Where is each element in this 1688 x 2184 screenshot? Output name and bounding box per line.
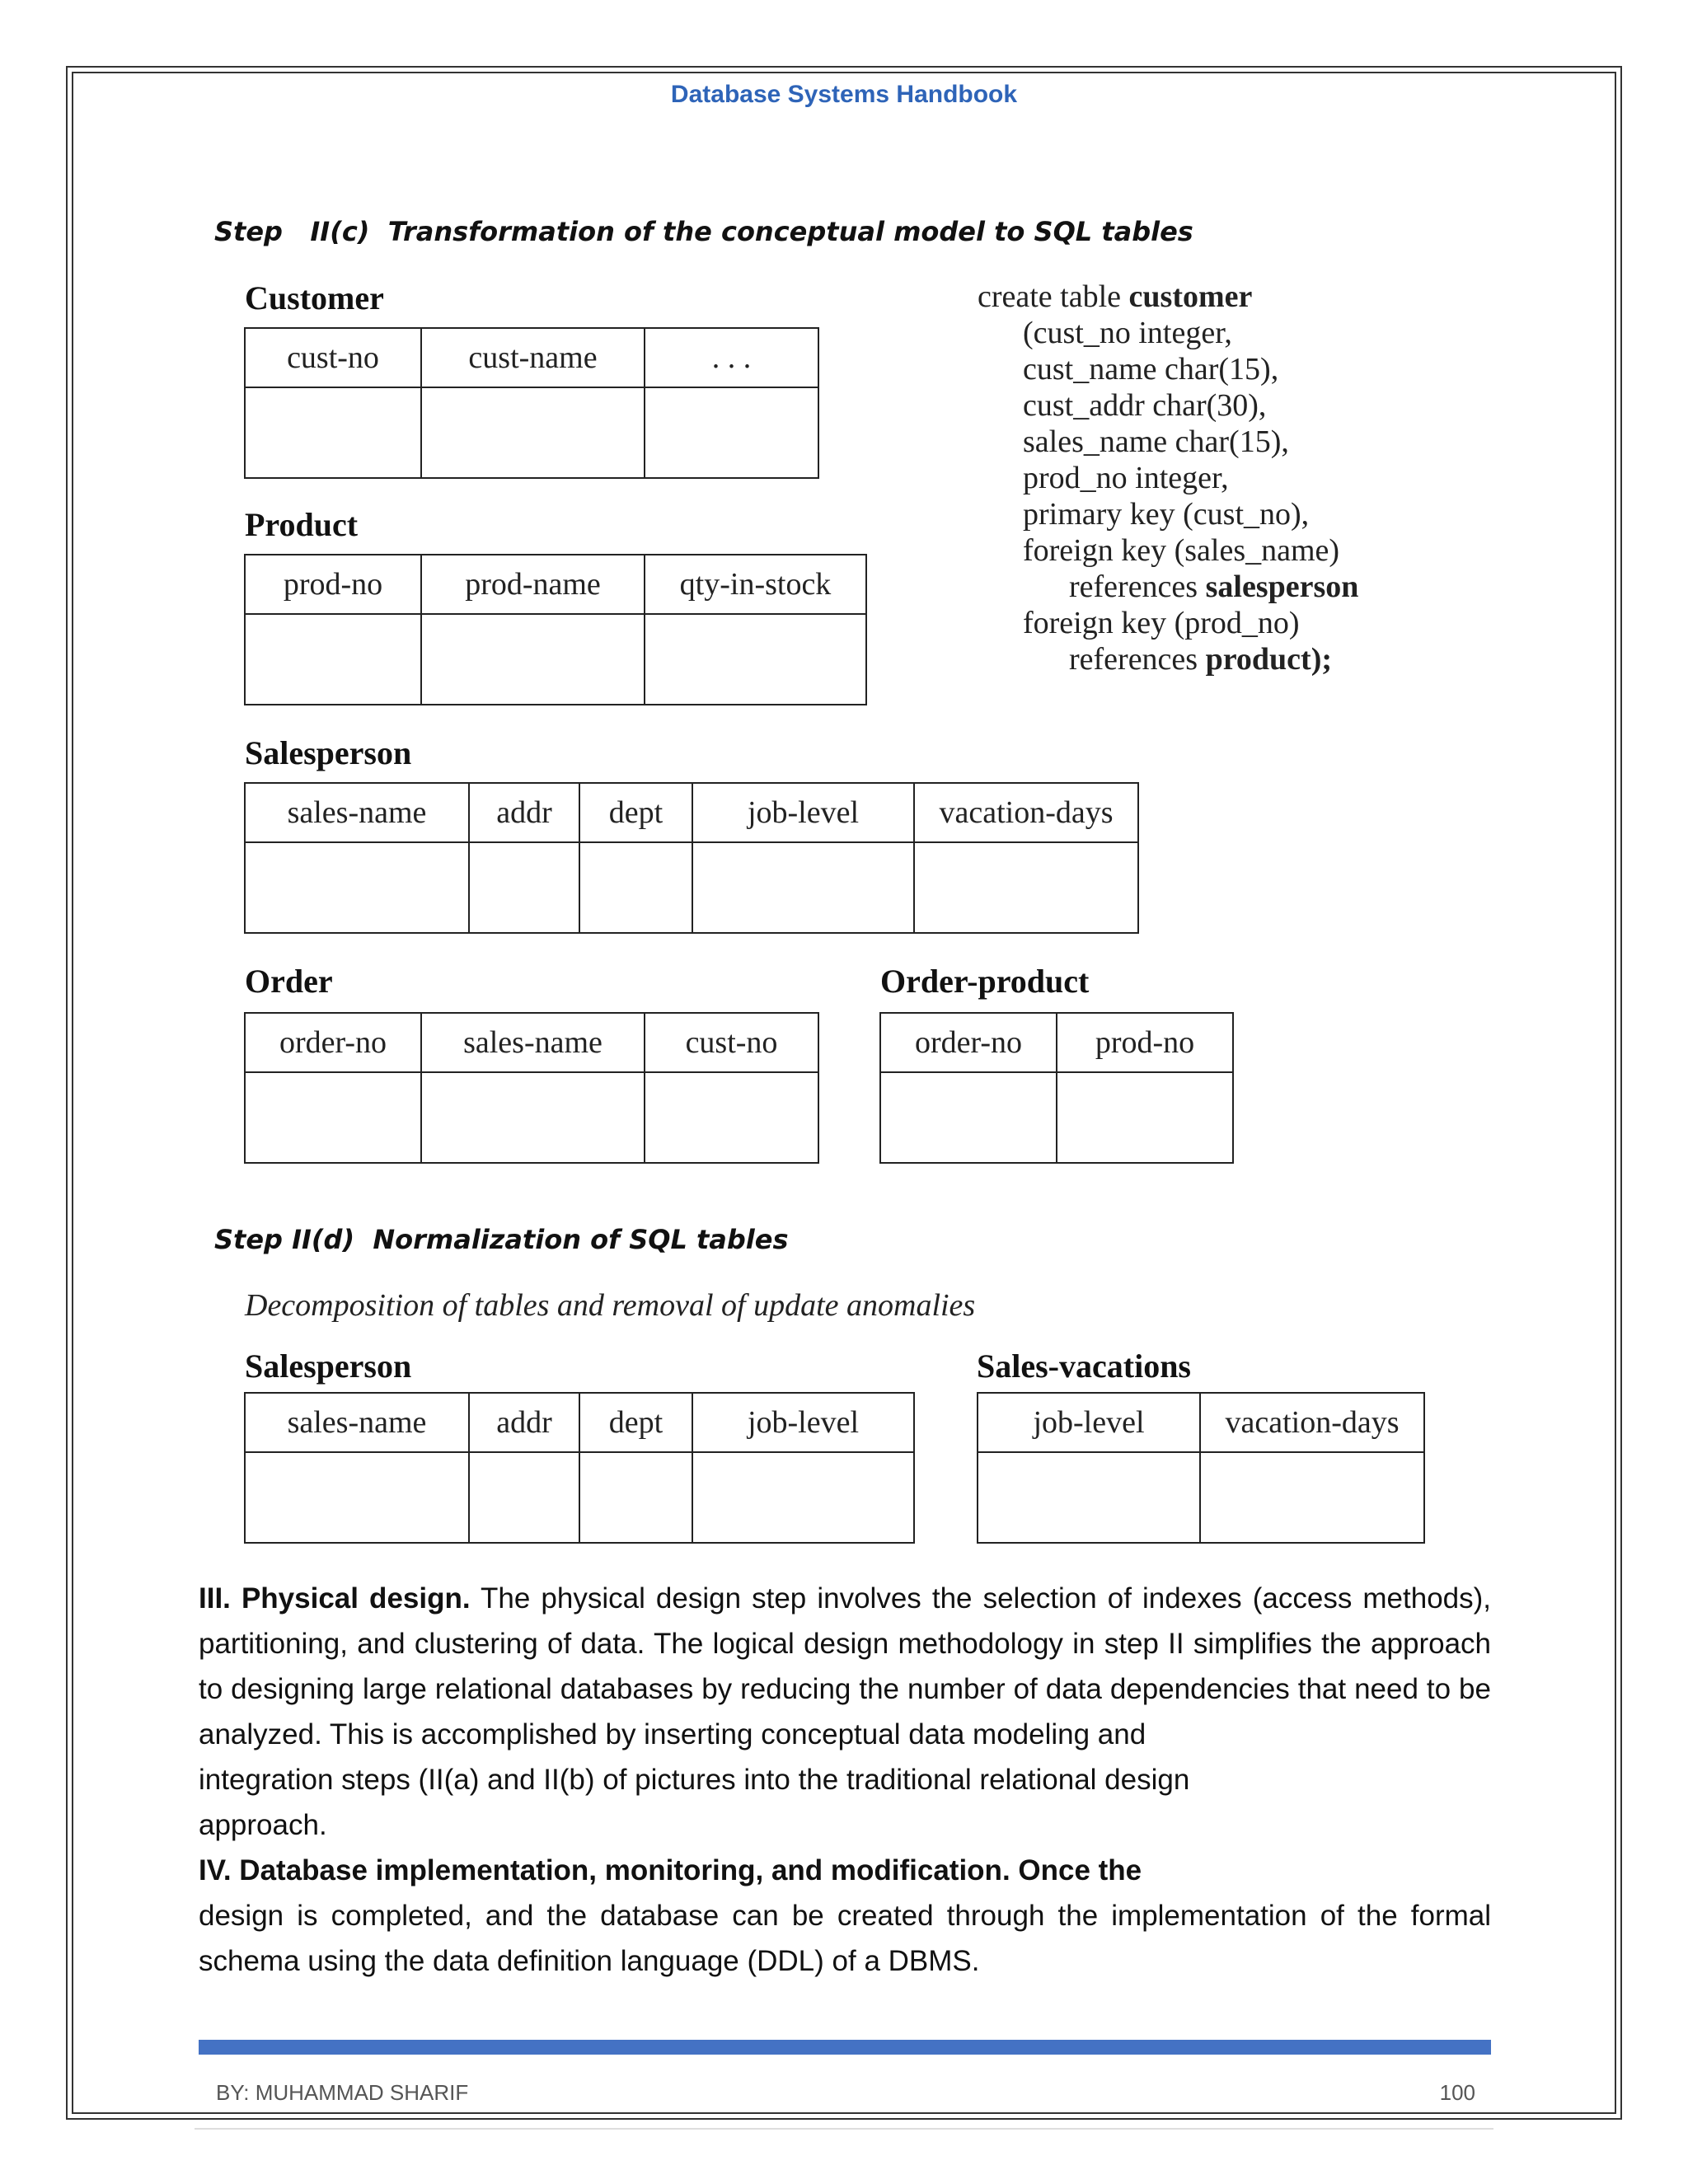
column-header: cust-no — [245, 328, 421, 387]
table-header-row — [245, 783, 1138, 842]
column-header: cust-no — [645, 1013, 818, 1072]
column-header: vacation-days — [1200, 1393, 1424, 1452]
column-header: sales-name — [245, 783, 469, 842]
column-header: qty-in-stock — [645, 555, 866, 614]
page-header-title: Database Systems Handbook — [670, 81, 1018, 108]
order-product-table-title: Order-product — [880, 963, 1090, 1000]
sales-vacations-title: Sales-vacations — [977, 1347, 1191, 1385]
physical-design-paragraph: III. Physical design. The physical design step involves the selection of indexes (access methods), partitioning, and clustering of data. The logical design methodology in step II simplifies the approach to designing large relational databases by reducing the number of data dependencies that need to be analyzed. This is accomplished by inserting conceptual data modeling and — [199, 1582, 1492, 1750]
table-empty-row — [245, 1452, 914, 1543]
column-header: dept — [579, 783, 692, 842]
column-header: vacation-days — [914, 783, 1138, 842]
column-header: . . . — [645, 328, 818, 387]
table-empty-row — [245, 387, 818, 478]
column-header: prod-no — [245, 555, 421, 614]
table-header-row — [245, 1013, 818, 1072]
implementation-heading: IV. Database implementation, monitoring, and modification. Once the — [199, 1854, 1142, 1886]
table-empty-row — [245, 842, 1138, 933]
product-table — [244, 554, 867, 705]
salesperson-normalized-table — [244, 1392, 915, 1544]
customer-table-title: Customer — [245, 279, 384, 316]
column-header: dept — [579, 1393, 692, 1452]
physical-design-section — [199, 1576, 1491, 1984]
column-header: prod-name — [421, 555, 645, 614]
order-table-title: Order — [245, 963, 333, 1000]
implementation-paragraph: design is completed, and the database can be created through the implementation of the formal schema using the data definition language (DDL) of a DBMS. — [199, 1900, 1491, 1977]
table-empty-row — [245, 1072, 818, 1163]
table-empty-row — [880, 1072, 1233, 1163]
column-header: job-level — [978, 1393, 1200, 1452]
column-header: cust-name — [421, 328, 645, 387]
step-iid-heading: Step II(d) Normalization of SQL tables — [214, 1224, 789, 1255]
sql-create-table-statement: create table customer (cust_no integer, cust_name char(15), cust_addr char(30), sales_name char(15), prod_no integer, primary key (cust_no), foreign key (sales_name) references salesperson foreign key (prod_no) references product); — [978, 279, 1359, 677]
column-header: sales-name — [245, 1393, 469, 1452]
salesperson-table-title: Salesperson — [245, 734, 412, 771]
product-table-title: Product — [245, 506, 359, 543]
table-empty-row — [978, 1452, 1424, 1543]
physical-design-line5: integration steps (II(a) and II(b) of pictures into the traditional relational design — [199, 1764, 1190, 1796]
footer-page-number: 100 — [1439, 2080, 1475, 2105]
physical-design-line6: approach. — [199, 1809, 327, 1841]
salesperson-table — [244, 782, 1139, 934]
salesperson-normalized-title: Salesperson — [245, 1347, 412, 1385]
step-iic-heading: Step II(c) Transformation of the conceptual model to SQL tables — [214, 216, 1193, 247]
table-header-row — [245, 328, 818, 387]
sales-vacations-table — [977, 1392, 1425, 1544]
column-header: job-level — [692, 1393, 914, 1452]
column-header: addr — [469, 1393, 579, 1452]
table-header-row — [978, 1393, 1424, 1452]
table-empty-row — [245, 614, 866, 705]
column-header: sales-name — [421, 1013, 645, 1072]
table-header-row — [880, 1013, 1233, 1072]
order-product-table — [879, 1012, 1234, 1164]
column-header: job-level — [692, 783, 914, 842]
column-header: order-no — [880, 1013, 1057, 1072]
footer-bar — [199, 2040, 1491, 2055]
customer-table — [244, 327, 819, 479]
column-header: prod-no — [1057, 1013, 1233, 1072]
column-header: addr — [469, 783, 579, 842]
order-table — [244, 1012, 819, 1164]
decomposition-subtitle: Decomposition of tables and removal of update anomalies — [245, 1288, 976, 1323]
table-header-row — [245, 555, 866, 614]
table-header-row — [245, 1393, 914, 1452]
footer-author: BY: MUHAMMAD SHARIF — [216, 2080, 469, 2105]
footer-divider — [195, 2128, 1493, 2130]
column-header: order-no — [245, 1013, 421, 1072]
